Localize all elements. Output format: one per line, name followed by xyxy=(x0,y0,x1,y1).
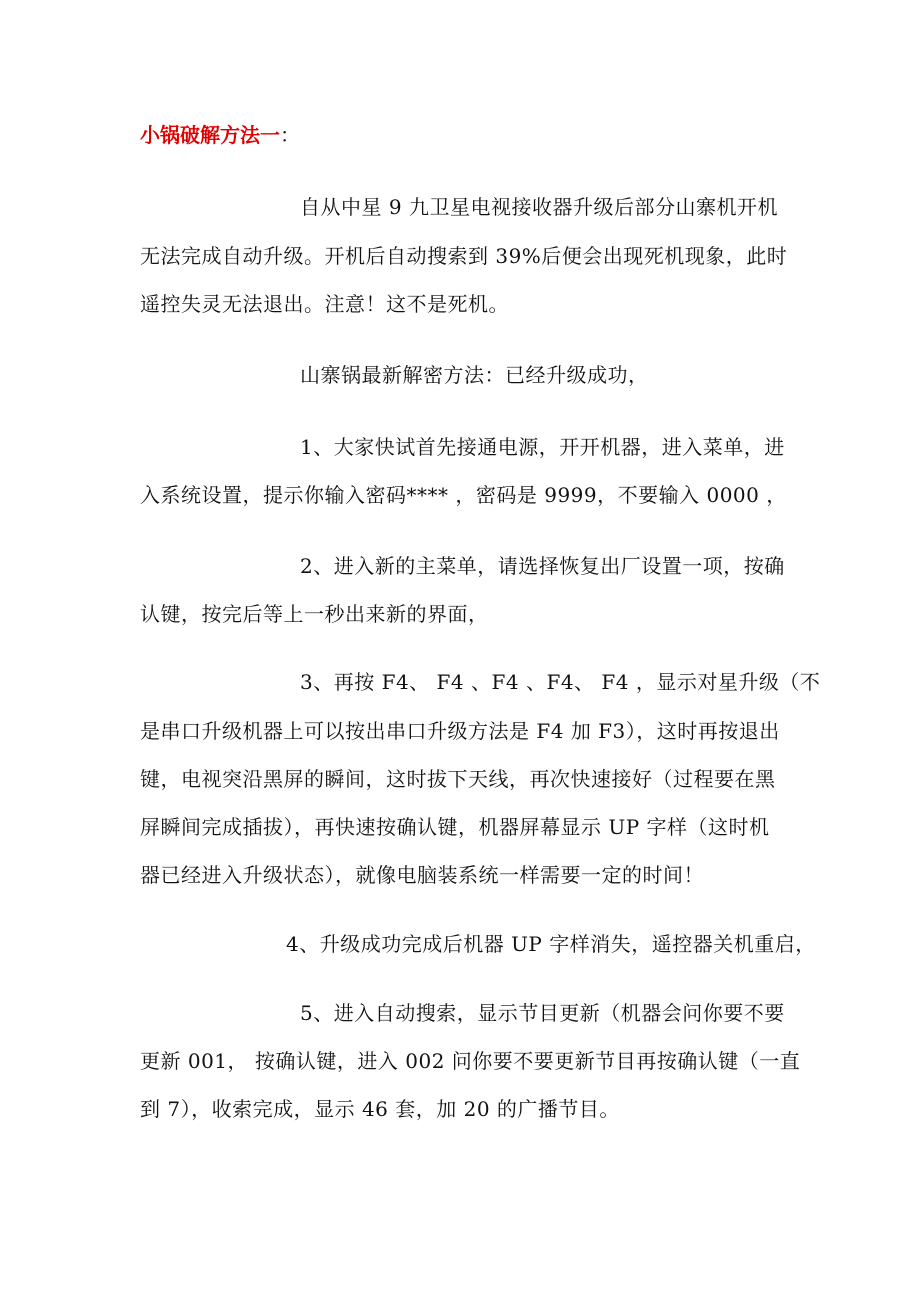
paragraph-2-line-1: 山寨锅最新解密方法：已经升级成功， xyxy=(300,363,649,387)
paragraph-5-line-3: 键，电视突沿黑屏的瞬间，这时拔下天线，再次快速接好（过程要在黑 xyxy=(140,767,776,791)
title-text: 小锅破解方法一 xyxy=(140,123,280,147)
paragraph-3-line-2: 入系统设置，提示你输入密码**** ，密码是 9999，不要输入 0000 ， xyxy=(140,483,787,507)
paragraph-1-line-3: 遥控失灵无法退出。注意！这不是死机。 xyxy=(140,292,509,316)
paragraph-5-line-1: 3、再按 F4、 F4 、F4 、F4、 F4 ，显示对星升级（不 xyxy=(300,670,821,694)
paragraph-5-line-2: 是串口升级机器上可以按出串口升级方法是 F4 加 F3），这时再按退出 xyxy=(140,719,780,743)
paragraph-5-line-5: 器已经进入升级状态），就像电脑装系统一样需要一定的时间！ xyxy=(140,863,704,887)
document-title xyxy=(140,120,300,150)
paragraph-1-line-1: 自从中星 9 九卫星电视接收器升级后部分山寨机开机 xyxy=(300,195,778,219)
paragraph-7-line-1: 5、进入自动搜索，显示节目更新（机器会问你要不要 xyxy=(300,1001,785,1025)
paragraph-3-line-1: 1、大家快试首先接通电源，开开机器，进入菜单，进 xyxy=(300,435,785,459)
paragraph-7-line-2: 更新 001， 按确认键，进入 002 问你要不要更新节目再按确认键（一直 xyxy=(140,1049,801,1073)
paragraph-4-line-1: 2、进入新的主菜单，请选择恢复出厂设置一项，按确 xyxy=(300,554,785,578)
title-colon: ： xyxy=(280,123,300,147)
paragraph-6-line-1: 4、升级成功完成后机器 UP 字样消失，遥控器关机重启， xyxy=(286,932,816,956)
paragraph-4-line-2: 认键，按完后等上一秒出来新的界面， xyxy=(140,602,489,626)
paragraph-5-line-4: 屏瞬间完成插拔），再快速按确认键，机器屏幕显示 UP 字样（这时机 xyxy=(140,815,770,839)
paragraph-7-line-3: 到 7），收索完成，显示 46 套，加 20 的广播节目。 xyxy=(140,1097,620,1121)
paragraph-1-line-2: 无法完成自动升级。开机后自动搜索到 39%后便会出现死机现象，此时 xyxy=(140,244,788,268)
